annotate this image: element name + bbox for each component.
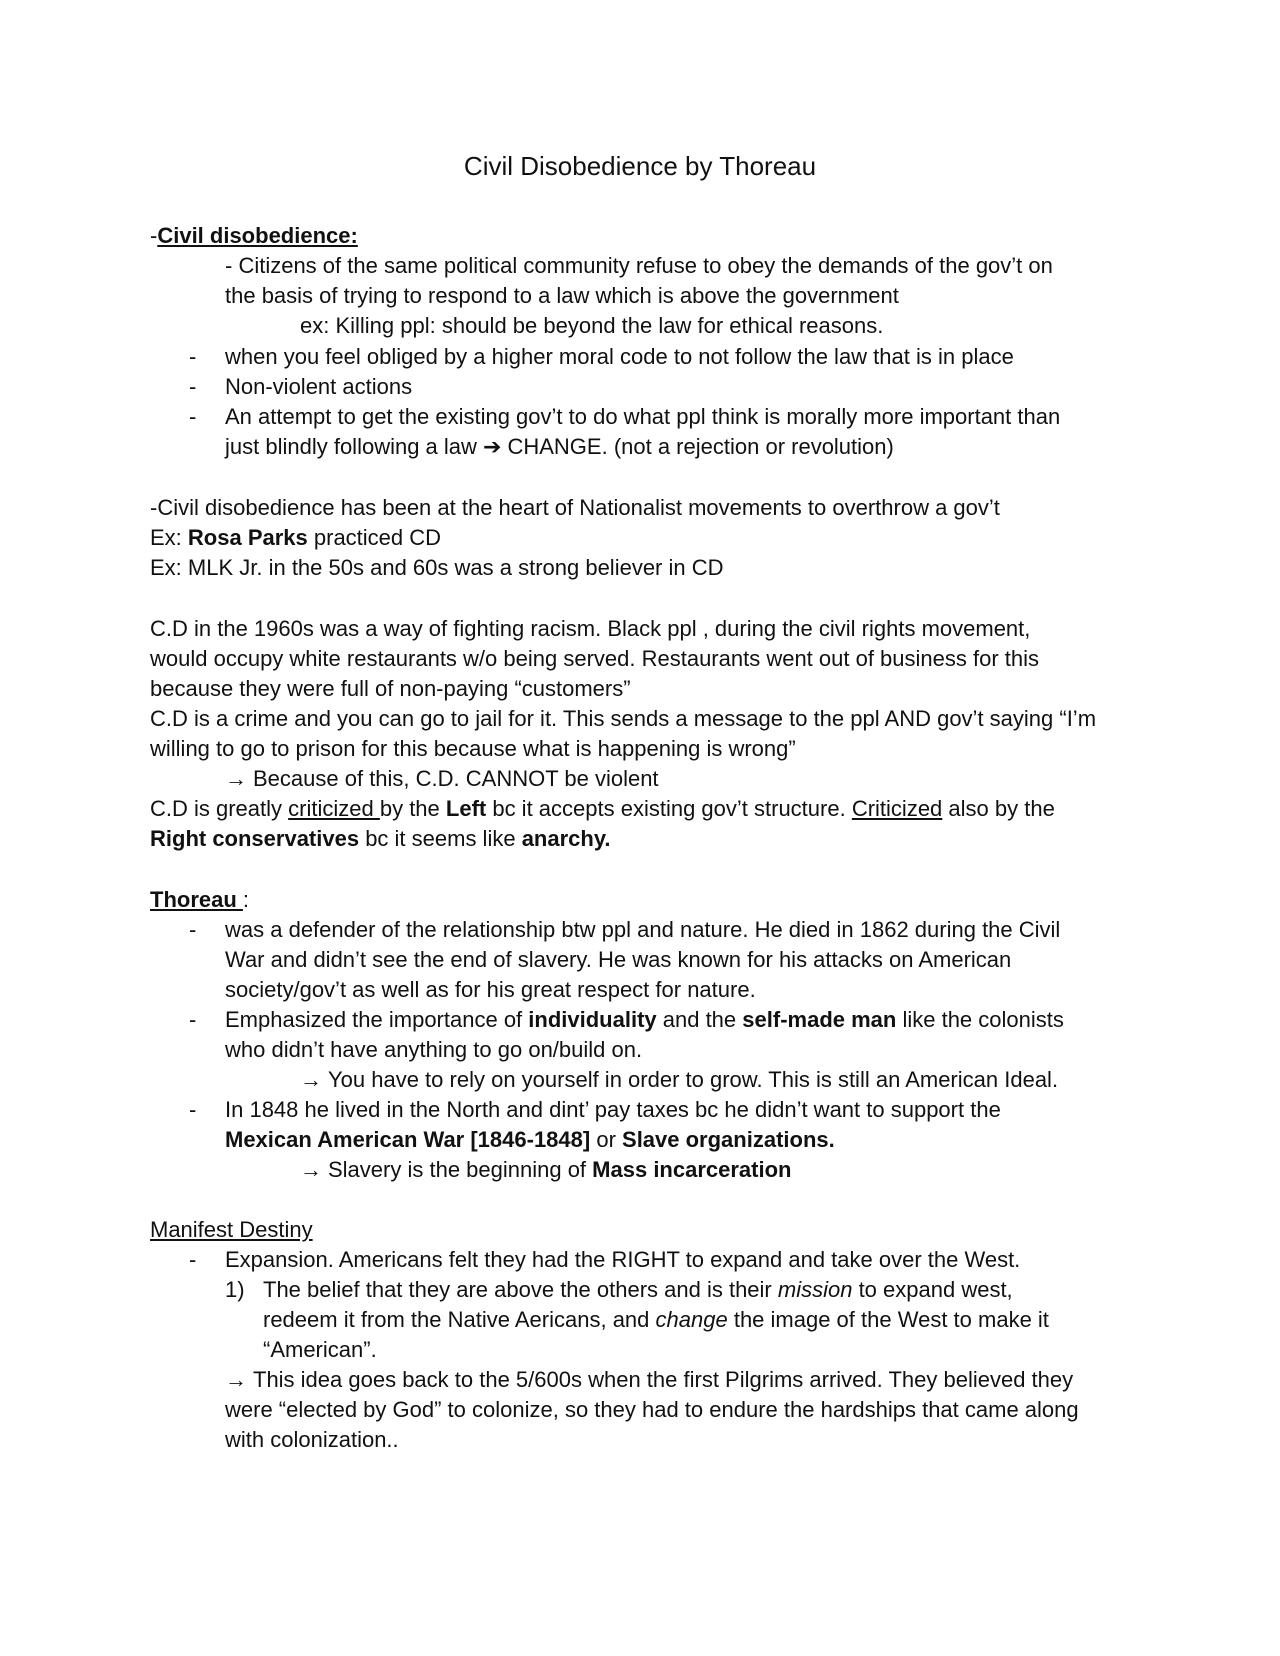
pilgrims-line-1: → This idea goes back to the 5/600s when the first Pilgrims arrived. They believed they (225, 1365, 1073, 1395)
rosa-parks-line: Ex: Rosa Parks practiced CD (150, 525, 442, 550)
thoreau-bullet-3-line-1: In 1848 he lived in the North and dint’ pay taxes bc he didn’t want to support the (225, 1097, 1001, 1122)
arrow-icon: → (300, 1067, 322, 1092)
thoreau-bullet-1-line-2: War and didn’t see the end of slavery. He was known for his attacks on American (225, 947, 1012, 972)
arrow-icon: ➔ (483, 434, 502, 459)
thoreau-heading: Thoreau : (150, 887, 250, 912)
cd-1960s-line-3: because they were full of non-paying “customers” (150, 676, 631, 701)
criticized-line-1: C.D is greatly criticized by the Left bc it accepts existing gov’t structure. Criticized also by the (150, 796, 1055, 821)
arrow-icon: → (225, 1367, 247, 1392)
bullet-dash: - (189, 1007, 197, 1032)
expansion-line: Expansion. Americans felt they had the RIGHT to expand and take over the West. (225, 1247, 1021, 1272)
mass-incarceration-line: → Slavery is the beginning of Mass incarceration (300, 1155, 791, 1185)
bullet-dash: - (189, 344, 197, 369)
manifest-destiny-heading: Manifest Destiny (150, 1217, 313, 1242)
definition-line-2: the basis of trying to respond to a law which is above the government (225, 283, 899, 308)
bullet-dash: - (189, 1247, 197, 1272)
cd-crime-line-2: willing to go to prison for this because what is happening is wrong” (150, 736, 796, 761)
cannot-be-violent-line: → Because of this, C.D. CANNOT be violent (225, 764, 659, 794)
definition-line-1: - Citizens of the same political community refuse to obey the demands of the gov’t on (225, 253, 1053, 278)
numbered-item-line-3: “American”. (263, 1337, 377, 1362)
cd-1960s-line-1: C.D in the 1960s was a way of fighting racism. Black ppl , during the civil rights movement, (150, 616, 1031, 641)
bullet-dash: - (189, 374, 197, 399)
cd-crime-line-1: C.D is a crime and you can go to jail for it. This sends a message to the ppl AND gov’t saying “I’m (150, 706, 1097, 731)
numbered-item-marker: 1) (225, 1277, 245, 1302)
thoreau-bullet-2-line-1: Emphasized the importance of individuality and the self-made man like the colonists (225, 1007, 1064, 1032)
criticized-line-2: Right conservatives bc it seems like anarchy. (150, 826, 611, 851)
rely-on-yourself-line: → You have to rely on yourself in order to grow. This is still an American Ideal. (300, 1065, 1058, 1095)
bullet-dash: - (189, 917, 197, 942)
civil-disobedience-heading: -Civil disobedience: (150, 223, 358, 248)
example-line: ex: Killing ppl: should be beyond the law for ethical reasons. (300, 313, 884, 338)
pilgrims-line-2: were “elected by God” to colonize, so they had to endure the hardships that came along (225, 1397, 1079, 1422)
bullet-attempt-line-1: An attempt to get the existing gov’t to do what ppl think is morally more important than (225, 404, 1061, 429)
nationalist-movements-line: -Civil disobedience has been at the heart of Nationalist movements to overthrow a gov’t (150, 495, 1000, 520)
thoreau-bullet-1-line-3: society/gov’t as well as for his great respect for nature. (225, 977, 756, 1002)
arrow-icon: → (300, 1157, 322, 1182)
arrow-icon: → (225, 766, 247, 791)
thoreau-bullet-1-line-1: was a defender of the relationship btw ppl and nature. He died in 1862 during the Civil (225, 917, 1061, 942)
bullet-non-violent: Non-violent actions (225, 374, 413, 399)
page-title: Civil Disobedience by Thoreau (463, 151, 817, 181)
numbered-item-line-1: The belief that they are above the others and is their mission to expand west, (263, 1277, 1013, 1302)
bullet-attempt-line-2: just blindly following a law ➔ CHANGE. (not a rejection or revolution) (225, 432, 894, 462)
thoreau-bullet-3-line-2: Mexican American War [1846-1848] or Slave organizations. (225, 1127, 835, 1152)
bullet-dash: - (189, 404, 197, 429)
cd-1960s-line-2: would occupy white restaurants w/o being served. Restaurants went out of business for this (150, 646, 1040, 671)
bullet-dash: - (189, 1097, 197, 1122)
mlk-line: Ex: MLK Jr. in the 50s and 60s was a strong believer in CD (150, 555, 724, 580)
numbered-item-line-2: redeem it from the Native Aericans, and change the image of the West to make it (263, 1307, 1049, 1332)
thoreau-bullet-2-line-2: who didn’t have anything to go on/build on. (225, 1037, 643, 1062)
pilgrims-line-3: with colonization.. (225, 1427, 399, 1452)
bullet-moral-code: when you feel obliged by a higher moral code to not follow the law that is in place (225, 344, 1014, 369)
